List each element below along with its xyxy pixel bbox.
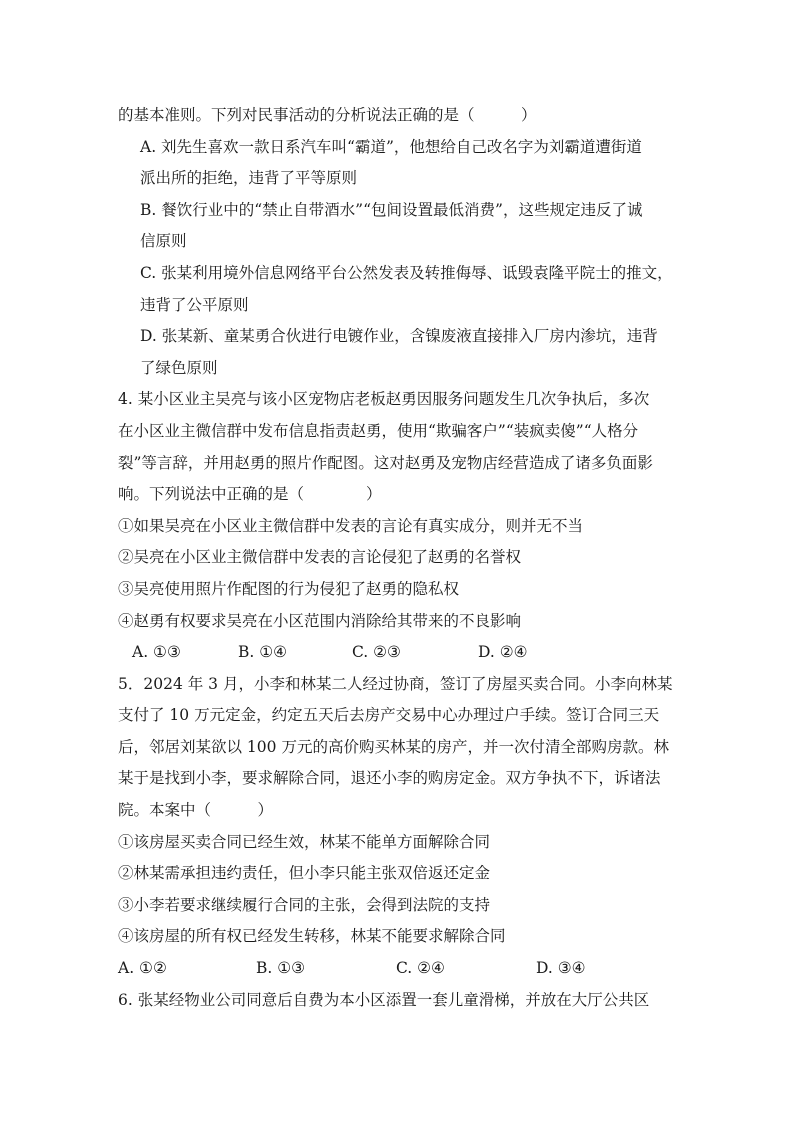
q5-stem-line2: 支付了 10 万元定金，约定五天后去房产交易中心办理过户手续。签订合同三天 <box>118 706 660 725</box>
q3-stem-tail: 的基本准则。下列对民事活动的分析说法正确的是（ ） <box>118 106 537 124</box>
q5-choice-b: B. ①③ <box>256 959 306 978</box>
q4-stem-line1: 4. 某小区业主吴亮与该小区宠物店老板赵勇因服务问题发生几次争执后，多次 <box>118 390 650 409</box>
q4-statement-1: ①如果吴亮在小区业主微信群中发表的言论有真实成分，则并无不当 <box>118 516 584 535</box>
q3-option-a-line2: 派出所的拒绝，违背了平等原则 <box>140 169 358 188</box>
q4-choice-a: A. ①③ <box>132 643 181 662</box>
q4-choices <box>118 637 684 669</box>
q4-statement-2: ②吴亮在小区业主微信群中发表的言论侵犯了赵勇的名誉权 <box>118 548 522 567</box>
q5-stem-line1: 5．2024 年 3 月，小李和林某二人经过协商，签订了房屋买卖合同。小李向林某 <box>118 674 673 693</box>
q5-choice-d: D. ③④ <box>536 959 586 978</box>
q3-option-d-line1: D. 张某新、童某勇合伙进行电镀作业，含镍废液直接排入厂房内渗坑，违背 <box>140 327 658 346</box>
q5-stem-line4: 某于是找到小李，要求解除合同，退还小李的购房定金。双方争执不下，诉诸法 <box>118 769 661 788</box>
q5-statement-1: ①该房屋买卖合同已经生效，林某不能单方面解除合同 <box>118 832 491 851</box>
q5-statement-3: ③小李若要求继续履行合同的主张，会得到法院的支持 <box>118 895 491 914</box>
q5-stem-line5: 院。本案中（ ） <box>118 801 274 820</box>
q4-choice-d: D. ②④ <box>478 643 528 662</box>
exam-page <box>118 100 684 1016</box>
q3-option-b-line1: B. 餐饮行业中的“禁止自带酒水”“包间设置最低消费”，这些规定违反了诚 <box>140 200 643 219</box>
q3-option-b-line2: 信原则 <box>140 232 187 251</box>
q4-stem-line3: 裂”等言辞，并用赵勇的照片作配图。这对赵勇及宠物店经营造成了诸多负面影 <box>118 453 653 472</box>
q5-statement-4: ④该房屋的所有权已经发生转移，林某不能要求解除合同 <box>118 927 506 946</box>
q4-choice-b: B. ①④ <box>238 643 288 662</box>
q5-choices <box>118 953 684 985</box>
q5-stem-line3: 后，邻居刘某欲以 100 万元的高价购买林某的房产，并一次付清全部购房款。林 <box>118 737 669 756</box>
q4-choice-c: C. ②③ <box>352 643 401 662</box>
q5-statement-2: ②林某需承担违约责任，但小李只能主张双倍返还定金 <box>118 864 491 883</box>
q5-choice-a: A. ①② <box>118 959 167 978</box>
q3-option-c-line2: 违背了公平原则 <box>140 295 249 314</box>
q6-stem-line1: 6. 张某经物业公司同意后自费为本小区添置一套儿童滑梯，并放在大厅公共区 <box>118 990 650 1009</box>
q4-stem-line2: 在小区业主微信群中发布信息指责赵勇，使用“欺骗客户”“装疯卖傻”“人格分 <box>118 421 639 440</box>
q3-option-a-line1: A. 刘先生喜欢一款日系汽车叫“霸道”，他想给自己改名字为刘霸道遭街道 <box>140 137 642 156</box>
q4-statement-4: ④赵勇有权要求吴亮在小区范围内消除给其带来的不良影响 <box>118 611 522 630</box>
q4-stem-line4: 响。下列说法中正确的是（ ） <box>118 485 382 504</box>
q4-statement-3: ③吴亮使用照片作配图的行为侵犯了赵勇的隐私权 <box>118 579 460 598</box>
q5-choice-c: C. ②④ <box>396 959 445 978</box>
q3-option-c-line1: C. 张某利用境外信息网络平台公然发表及转推侮辱、诋毁袁隆平院士的推文， <box>140 263 673 282</box>
q3-option-d-line2: 了绿色原则 <box>140 358 218 377</box>
